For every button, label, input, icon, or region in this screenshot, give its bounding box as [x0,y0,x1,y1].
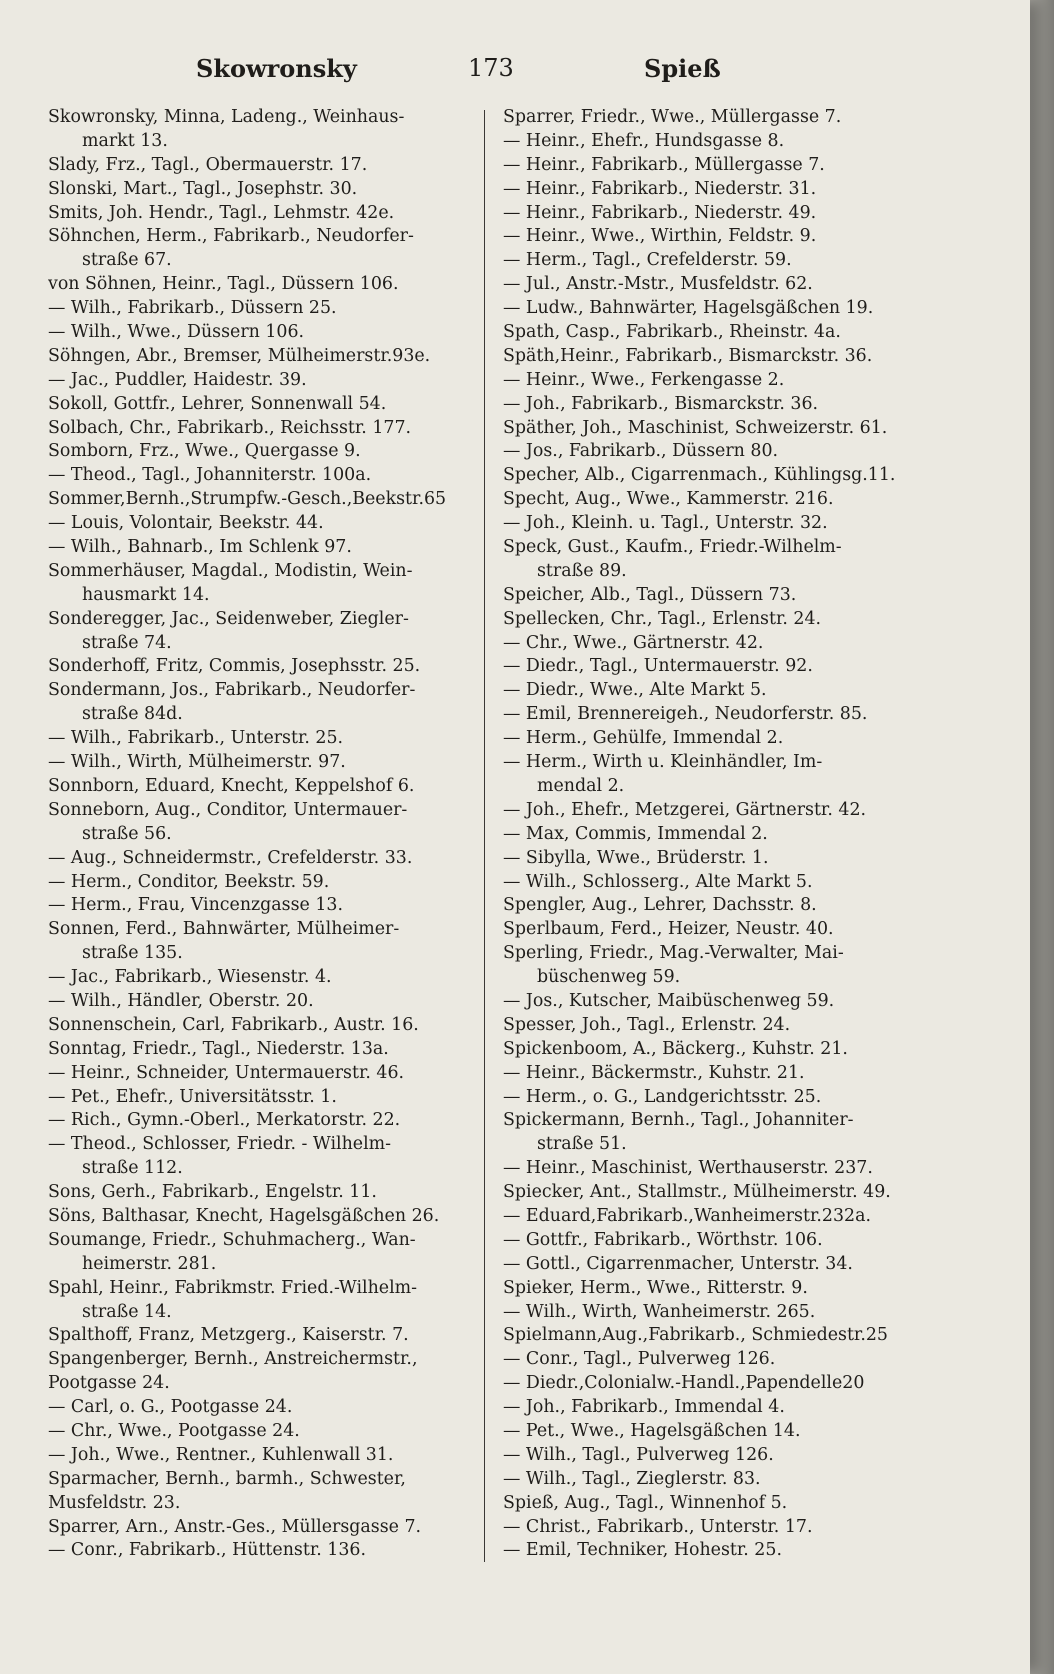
directory-entry: — Wilh., Fabrikarb., Unterstr. 25. [48,728,344,749]
directory-entry: — Heinr., Maschinist, Werthauserstr. 237. [503,1158,873,1179]
directory-entry: — Theod., Schlosser, Friedr. - Wilhelm- [48,1134,392,1155]
page-number: 173 [468,54,514,82]
directory-entry: — Aug., Schneidermstr., Crefelderstr. 33. [48,847,413,868]
directory-entry: — Diedr., Tagl., Untermauerstr. 92. [503,656,813,677]
directory-entry: Späth,Heinr., Fabrikarb., Bismarckstr. 36. [503,345,873,366]
directory-entry: Spellecken, Chr., Tagl., Erlenstr. 24. [503,608,822,629]
directory-entry: Skowronsky, Minna, Ladeng., Weinhaus- [48,107,405,127]
directory-entry-continuation: straße 67. [82,250,172,271]
directory-entry: Spickermann, Bernh., Tagl., Johanniter- [503,1110,854,1131]
directory-entry-continuation: markt 13. [82,130,168,151]
directory-entry-continuation: straße 84d. [82,704,183,725]
directory-entry: Slady, Frz., Tagl., Obermauerstr. 17. [48,154,368,175]
header-left-keyword: Skowronsky [196,54,357,83]
directory-entry: Sommer,Bernh.,Strumpfw.-Gesch.,Beekstr.65 [48,489,447,510]
directory-entry: Sons, Gerh., Fabrikarb., Engelstr. 11. [48,1182,377,1203]
directory-entry: — Herm., Conditor, Beekstr. 59. [48,871,330,892]
directory-entry-continuation: straße 74. [82,632,172,653]
directory-entry: Sonnenschein, Carl, Fabrikarb., Austr. 16. [48,1014,419,1035]
directory-entry: — Ludw., Bahnwärter, Hagelsgäßchen 19. [503,298,874,319]
directory-entry: — Louis, Volontair, Beekstr. 44. [48,513,324,534]
directory-entry: Spangenberger, Bernh., Anstreichermstr., [48,1349,418,1370]
directory-entry-continuation: straße 51. [537,1134,627,1155]
directory-entry: Spiecker, Ant., Stallmstr., Mülheimerstr. 49. [503,1182,891,1203]
directory-entry-continuation: straße 135. [82,943,183,964]
directory-entry: Spalthoff, Franz, Metzgerg., Kaiserstr. 7. [48,1325,409,1346]
directory-entry: — Wilh., Wwe., Düssern 106. [48,322,305,343]
directory-entry: Soumange, Friedr., Schuhmacherg., Wan- [48,1229,416,1250]
directory-entry: — Wilh., Schlosserg., Alte Markt 5. [503,871,813,892]
directory-entry: — Diedr., Wwe., Alte Markt 5. [503,680,767,701]
directory-entry: — Heinr., Ehefr., Hundsgasse 8. [503,130,785,151]
left-column [48,106,490,1563]
directory-entry: Sonderhoff, Fritz, Commis, Josephsstr. 25. [48,656,421,677]
directory-entry: Spesser, Joh., Tagl., Erlenstr. 24. [503,1014,791,1035]
directory-entry: — Joh., Wwe., Rentner., Kuhlenwall 31. [48,1444,394,1465]
directory-entry-continuation: straße 112. [82,1158,183,1179]
directory-entry: — Wilh., Tagl., Pulverweg 126. [503,1444,774,1465]
directory-entry: — Jac., Fabrikarb., Wiesenstr. 4. [48,967,332,988]
directory-entry: — Jos., Kutscher, Maibüschenweg 59. [503,990,835,1011]
directory-entry: — Theod., Tagl., Johanniterstr. 100a. [48,465,372,486]
directory-entry: — Wilh., Fabrikarb., Düssern 25. [48,298,337,319]
directory-entry-continuation: mendal 2. [537,775,625,796]
directory-entry: Specher, Alb., Cigarrenmach., Kühlingsg.11. [503,465,896,486]
directory-entry: — Emil, Brennereigeh., Neudorferstr. 85. [503,704,868,725]
directory-entry: — Heinr., Fabrikarb., Müllergasse 7. [503,154,825,175]
directory-entry: Spath, Casp., Fabrikarb., Rheinstr. 4a. [503,322,841,343]
directory-entry: Sonderegger, Jac., Seidenweber, Ziegler- [48,608,409,629]
directory-entry: — Rich., Gymn.-Oberl., Merkatorstr. 22. [48,1110,401,1131]
directory-entry: — Heinr., Fabrikarb., Niederstr. 31. [503,178,817,199]
directory-entry: Söns, Balthasar, Knecht, Hagelsgäßchen 26. [48,1205,440,1226]
directory-entry: Sommerhäuser, Magdal., Modistin, Wein- [48,560,413,581]
directory-entry: — Chr., Wwe., Pootgasse 24. [48,1420,300,1441]
directory-entry: Spengler, Aug., Lehrer, Dachsstr. 8. [503,895,817,916]
directory-entry: Späther, Joh., Maschinist, Schweizerstr. 61. [503,417,888,438]
directory-entry: Söhngen, Abr., Bremser, Mülheimerstr.93e. [48,345,431,366]
directory-entry: Spielmann,Aug.,Fabrikarb., Schmiedestr.25 [503,1325,888,1346]
directory-entry-continuation: hausmarkt 14. [82,584,210,605]
page-header [0,54,1030,94]
directory-entry: — Conr., Tagl., Pulverweg 126. [503,1349,776,1370]
directory-entry: — Diedr.,Colonialw.-Handl.,Papendelle20 [503,1373,865,1394]
directory-entry: Sperling, Friedr., Mag.-Verwalter, Mai- [503,943,844,964]
directory-entry: — Joh., Kleinh. u. Tagl., Unterstr. 32. [503,513,828,534]
directory-entry: — Heinr., Wwe., Wirthin, Feldstr. 9. [503,226,817,247]
column-divider [484,110,485,1562]
directory-entry: Spieß, Aug., Tagl., Winnenhof 5. [503,1492,788,1513]
directory-entry: — Joh., Ehefr., Metzgerei, Gärtnerstr. 42. [503,799,867,820]
directory-entry: — Herm., o. G., Landgerichtsstr. 25. [503,1086,822,1107]
directory-entry: Sokoll, Gottfr., Lehrer, Sonnenwall 54. [48,393,387,414]
directory-entry: — Heinr., Wwe., Ferkengasse 2. [503,369,785,390]
directory-entry: — Wilh., Wirth, Mülheimerstr. 97. [48,752,346,773]
directory-entry: — Jac., Puddler, Haidestr. 39. [48,369,307,390]
directory-entry: — Heinr., Bäckermstr., Kuhstr. 21. [503,1062,805,1083]
directory-entry: Spahl, Heinr., Fabrikmstr. Fried.-Wilhelm- [48,1277,418,1298]
directory-entry: — Pet., Wwe., Hagelsgäßchen 14. [503,1420,801,1441]
directory-entry: Sparmacher, Bernh., barmh., Schwester, [48,1468,406,1489]
directory-entry: — Joh., Fabrikarb., Bismarckstr. 36. [503,393,819,414]
directory-entry-continuation: büschenweg 59. [537,967,681,988]
directory-entry: — Wilh., Wirth, Wanheimerstr. 265. [503,1301,816,1322]
directory-entry: — Heinr., Fabrikarb., Niederstr. 49. [503,202,817,223]
directory-entry: — Wilh., Tagl., Zieglerstr. 83. [503,1468,761,1489]
directory-entry: Sonneborn, Aug., Conditor, Untermauer- [48,799,408,820]
directory-entry: — Herm., Frau, Vincenzgasse 13. [48,895,344,916]
directory-entry: — Gottfr., Fabrikarb., Wörthstr. 106. [503,1229,823,1250]
directory-entry: Somborn, Frz., Wwe., Quergasse 9. [48,441,361,462]
directory-entry: — Chr., Wwe., Gärtnerstr. 42. [503,632,764,653]
directory-entry: — Eduard,Fabrikarb.,Wanheimerstr.232a. [503,1205,871,1226]
directory-entry: — Max, Commis, Immendal 2. [503,823,768,844]
right-column [503,106,945,1563]
directory-entry: — Gottl., Cigarrenmacher, Unterstr. 34. [503,1253,853,1274]
directory-entry: — Sibylla, Wwe., Brüderstr. 1. [503,847,769,868]
directory-entry: — Carl, o. G., Pootgasse 24. [48,1397,293,1418]
directory-entry: — Jul., Anstr.-Mstr., Musfeldstr. 62. [503,274,813,295]
directory-entry: — Joh., Fabrikarb., Immendal 4. [503,1397,785,1418]
directory-entry: Söhnchen, Herm., Fabrikarb., Neudorfer- [48,226,414,247]
directory-entry: Sperlbaum, Ferd., Heizer, Neustr. 40. [503,919,834,940]
directory-entry: — Conr., Fabrikarb., Hüttenstr. 136. [48,1540,367,1561]
directory-entry: Sonnen, Ferd., Bahnwärter, Mülheimer- [48,919,400,940]
directory-entry: Pootgasse 24. [48,1373,170,1394]
directory-entry: Sonnborn, Eduard, Knecht, Keppelshof 6. [48,775,415,796]
directory-entry: — Pet., Ehefr., Universitätsstr. 1. [48,1086,337,1107]
directory-entry: Slonski, Mart., Tagl., Josephstr. 30. [48,178,358,199]
directory-entry: — Emil, Techniker, Hohestr. 25. [503,1540,782,1561]
directory-entry: Solbach, Chr., Fabrikarb., Reichsstr. 177. [48,417,412,438]
directory-entry: — Jos., Fabrikarb., Düssern 80. [503,441,779,462]
directory-entry: Sonntag, Friedr., Tagl., Niederstr. 13a. [48,1038,389,1059]
directory-entry: — Herm., Gehülfe, Immendal 2. [503,728,784,749]
directory-entry: Musfeldstr. 23. [48,1492,181,1513]
directory-entry: von Söhnen, Heinr., Tagl., Düssern 106. [48,274,399,295]
directory-entry-continuation: straße 56. [82,823,172,844]
directory-entry: — Heinr., Schneider, Untermauerstr. 46. [48,1062,405,1083]
directory-entry: — Wilh., Bahnarb., Im Schlenk 97. [48,537,352,558]
directory-entry: Spickenboom, A., Bäckerg., Kuhstr. 21. [503,1038,848,1059]
header-right-keyword: Spieß [644,54,721,83]
directory-entry-continuation: heimerstr. 281. [82,1253,217,1274]
directory-entry: Sondermann, Jos., Fabrikarb., Neudorfer- [48,680,416,701]
directory-entry-continuation: straße 89. [537,560,627,581]
directory-entry: Specht, Aug., Wwe., Kammerstr. 216. [503,489,834,510]
directory-entry: Sparrer, Friedr., Wwe., Müllergasse 7. [503,107,842,127]
directory-entry: Spieker, Herm., Wwe., Ritterstr. 9. [503,1277,808,1298]
directory-entry: Speck, Gust., Kaufm., Friedr.-Wilhelm- [503,537,842,558]
directory-entry: Sparrer, Arn., Anstr.-Ges., Müllersgasse 7. [48,1516,422,1537]
directory-entry: Speicher, Alb., Tagl., Düssern 73. [503,584,797,605]
directory-entry: Smits, Joh. Hendr., Tagl., Lehmstr. 42e. [48,202,395,223]
directory-entry: — Christ., Fabrikarb., Unterstr. 17. [503,1516,813,1537]
directory-entry: — Herm., Tagl., Crefelderstr. 59. [503,250,792,271]
directory-entry-continuation: straße 14. [82,1301,172,1322]
directory-entry: — Herm., Wirth u. Kleinhändler, Im- [503,752,823,773]
directory-entry: — Wilh., Händler, Oberstr. 20. [48,990,314,1011]
